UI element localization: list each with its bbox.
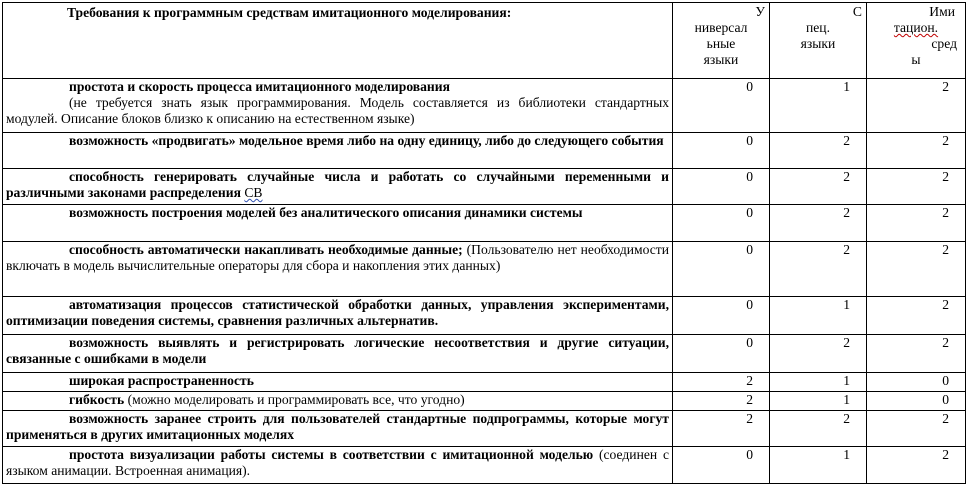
requirement-cell: возможность «продвигать» модельное время либо на одну единицу, либо до следующего события bbox=[3, 133, 673, 169]
requirement-cell: простота и скорость процесса имитационного моделирования (не требуется знать язык программирования. Модель составляется из библиотеки стандартных модулей. Описание блоков близко к описанию на естественном языке) bbox=[3, 79, 673, 133]
simulation-score: 2 bbox=[867, 133, 966, 169]
requirement-cell: автоматизация процессов статистической обработки данных, управления экспериментами, оптимизации поведения системы, сравнения различных альтернатив. bbox=[3, 297, 673, 335]
simulation-score: 2 bbox=[867, 242, 966, 297]
simulation-score: 2 bbox=[867, 205, 966, 242]
requirement-cell: возможность выявлять и регистрировать логические несоответствия и другие ситуации, связанные с ошибками в модели bbox=[3, 335, 673, 373]
requirements-table bbox=[2, 2, 966, 484]
requirement-cell: способность автоматически накапливать необходимые данные; (Пользователю нет необходимости включать в модель вычислительные операторы для сбора и накопления этих данных) bbox=[3, 242, 673, 297]
universal-score: 0 bbox=[673, 205, 770, 242]
special-score: 2 bbox=[770, 205, 867, 242]
universal-score: 0 bbox=[673, 169, 770, 205]
requirement-cell: широкая распространенность bbox=[3, 373, 673, 392]
header-special-languages: С пец. языки bbox=[770, 3, 867, 79]
universal-score: 0 bbox=[673, 335, 770, 373]
table-row bbox=[3, 373, 966, 392]
requirement-cell: гибкость (можно моделировать и программировать все, что угодно) bbox=[3, 392, 673, 411]
sv-abbreviation: СВ bbox=[244, 185, 263, 200]
special-score: 2 bbox=[770, 242, 867, 297]
simulation-score: 0 bbox=[867, 392, 966, 411]
requirement-cell: простота визуализации работы системы в соответствии с имитационной моделью (соединен с языком анимации. Встроенная анимация). bbox=[3, 447, 673, 484]
universal-score: 2 bbox=[673, 411, 770, 447]
universal-score: 0 bbox=[673, 447, 770, 484]
table-row bbox=[3, 411, 966, 447]
simulation-score: 2 bbox=[867, 79, 966, 133]
table-row bbox=[3, 79, 966, 133]
special-score: 2 bbox=[770, 335, 867, 373]
header-requirements: Требования к программным средствам имитационного моделирования: bbox=[3, 3, 673, 79]
header-universal-languages: У ниверсал ьные языки bbox=[673, 3, 770, 79]
table-row bbox=[3, 242, 966, 297]
special-score: 1 bbox=[770, 297, 867, 335]
special-score: 1 bbox=[770, 79, 867, 133]
table-row bbox=[3, 335, 966, 373]
requirement-cell: способность генерировать случайные числа и работать со случайными переменными и различными законами распределения СВ bbox=[3, 169, 673, 205]
special-score: 1 bbox=[770, 373, 867, 392]
universal-score: 2 bbox=[673, 392, 770, 411]
special-score: 2 bbox=[770, 411, 867, 447]
simulation-score: 2 bbox=[867, 335, 966, 373]
header-simulation-environments: Ими тацион. сред ы bbox=[867, 3, 966, 79]
requirement-cell: возможность заранее строить для пользователей стандартные подпрограммы, которые могут применяться в других имитационных моделях bbox=[3, 411, 673, 447]
special-score: 2 bbox=[770, 133, 867, 169]
table-row bbox=[3, 205, 966, 242]
special-score: 2 bbox=[770, 169, 867, 205]
table-row bbox=[3, 297, 966, 335]
simulation-score: 2 bbox=[867, 169, 966, 205]
table-row bbox=[3, 447, 966, 484]
simulation-score: 2 bbox=[867, 297, 966, 335]
universal-score: 0 bbox=[673, 133, 770, 169]
table-row bbox=[3, 392, 966, 411]
universal-score: 0 bbox=[673, 79, 770, 133]
simulation-score: 2 bbox=[867, 447, 966, 484]
universal-score: 2 bbox=[673, 373, 770, 392]
simulation-score: 2 bbox=[867, 411, 966, 447]
special-score: 1 bbox=[770, 447, 867, 484]
table-row bbox=[3, 169, 966, 205]
universal-score: 0 bbox=[673, 297, 770, 335]
special-score: 1 bbox=[770, 392, 867, 411]
simulation-score: 0 bbox=[867, 373, 966, 392]
table-row bbox=[3, 133, 966, 169]
table-header-row bbox=[3, 3, 966, 79]
requirement-cell: возможность построения моделей без аналитического описания динамики системы bbox=[3, 205, 673, 242]
universal-score: 0 bbox=[673, 242, 770, 297]
